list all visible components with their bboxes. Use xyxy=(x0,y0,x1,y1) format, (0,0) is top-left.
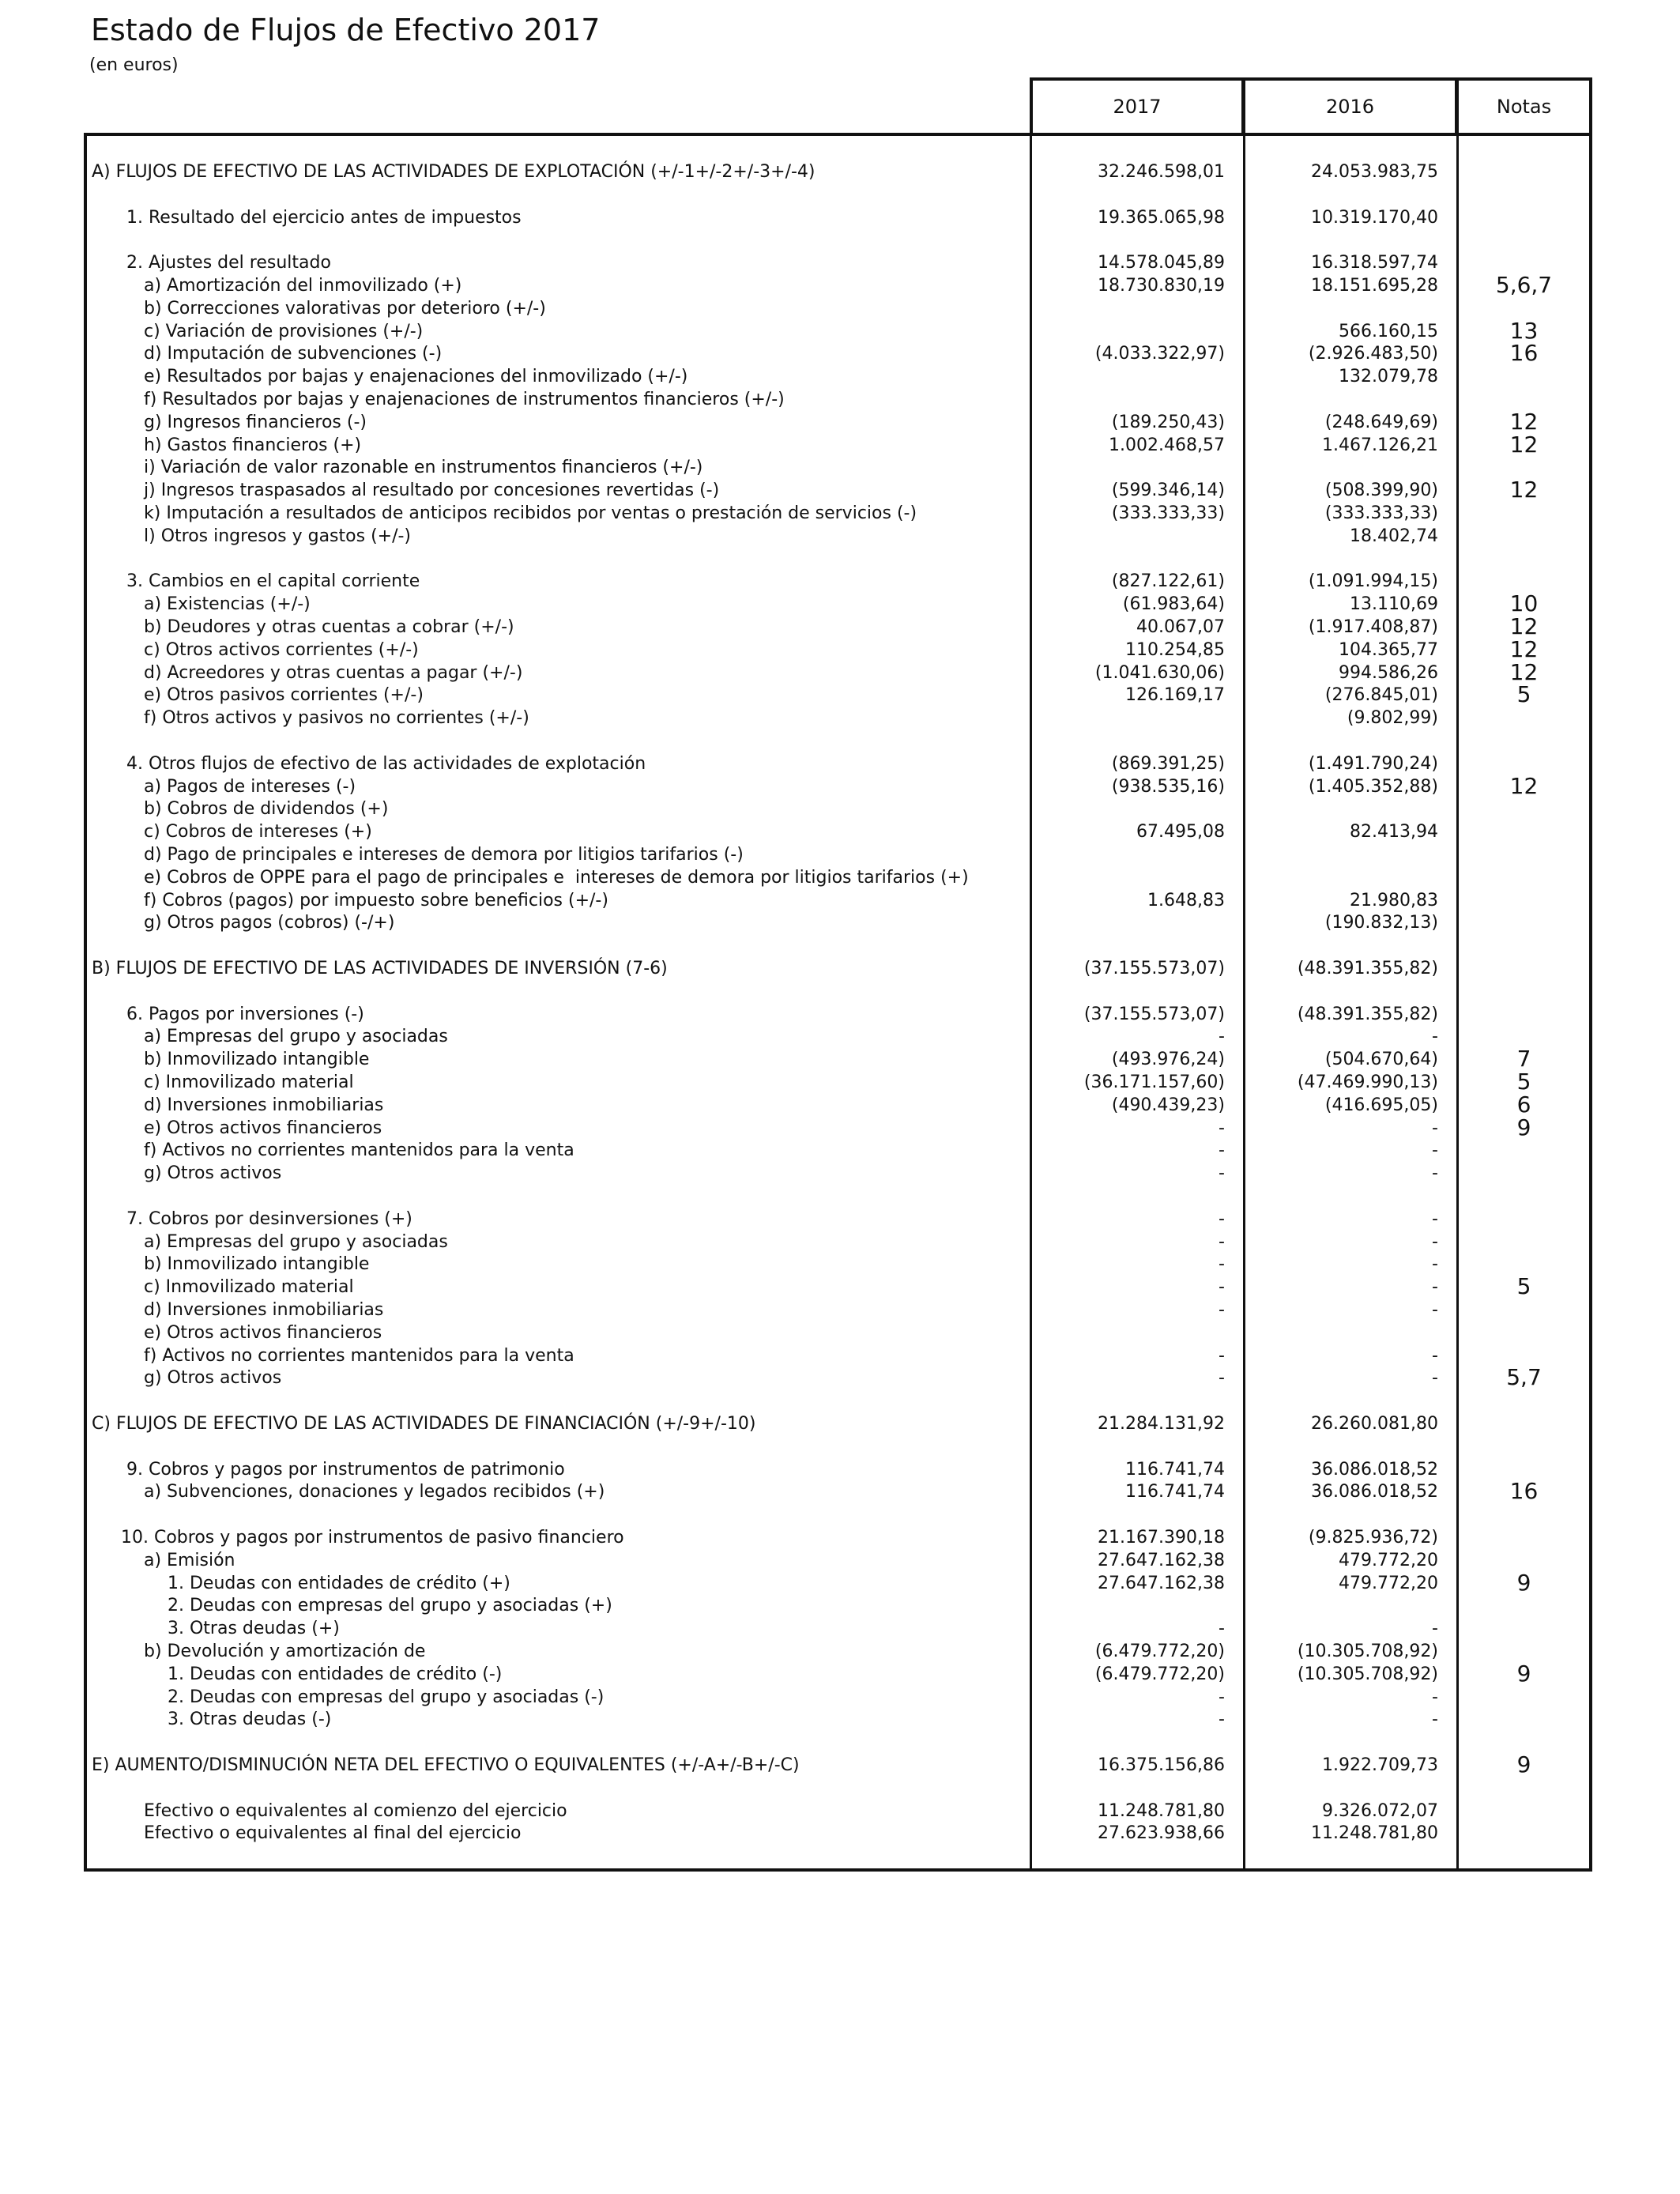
table-row xyxy=(0,1595,1680,1618)
table-row xyxy=(0,1390,1680,1413)
note-reference: 12 xyxy=(1509,408,1539,435)
value-2017: - xyxy=(1219,1300,1225,1320)
table-row xyxy=(0,1345,1680,1368)
value-2017: (6.479.772,20) xyxy=(1094,1642,1225,1661)
value-2016: (504.670,64) xyxy=(1324,1050,1438,1070)
row-label: E) AUMENTO/DISMINUCIÓN NETA DEL EFECTIVO O EQUIVALENTES (+/-A+/-B+/-C) xyxy=(92,1755,800,1775)
note-reference: 9 xyxy=(1516,1114,1531,1140)
row-label: a) Existencias (+/-) xyxy=(144,594,311,615)
value-2017: 116.741,74 xyxy=(1125,1482,1225,1502)
table-row xyxy=(0,408,1680,435)
table-row xyxy=(0,1186,1680,1208)
row-label: l) Otros ingresos y gastos (+/-) xyxy=(144,526,412,546)
table-row xyxy=(0,707,1680,730)
table-row xyxy=(0,431,1680,458)
row-label: Efectivo o equivalentes al comienzo del ejercicio xyxy=(144,1800,567,1821)
value-2017: (938.535,16) xyxy=(1111,776,1225,797)
row-label: 3. Cambios en el capital corriente xyxy=(126,571,420,592)
value-2016: (416.695,05) xyxy=(1324,1095,1438,1115)
table-row xyxy=(0,1459,1680,1482)
table-row xyxy=(0,658,1680,685)
note-reference: 16 xyxy=(1509,340,1539,367)
row-label: B) FLUJOS DE EFECTIVO DE LAS ACTIVIDADES DE INVERSIÓN (7-6) xyxy=(92,959,668,978)
table-row xyxy=(0,1231,1680,1254)
value-2017: - xyxy=(1219,1231,1225,1252)
note-reference: 5,7 xyxy=(1506,1364,1542,1391)
row-label: 1. Deudas con entidades de crédito (+) xyxy=(168,1573,510,1593)
value-2016: - xyxy=(1432,1300,1438,1320)
table-row xyxy=(0,252,1680,275)
note-reference: 9 xyxy=(1516,1751,1531,1777)
table-row xyxy=(0,1800,1680,1823)
table-row xyxy=(0,821,1680,844)
value-2017: 1.002.468,57 xyxy=(1109,435,1225,455)
row-label: e) Resultados por bajas y enajenaciones del inmovilizado (+/-) xyxy=(144,367,688,387)
value-2017: 21.284.131,92 xyxy=(1098,1414,1225,1434)
value-2016: - xyxy=(1432,1687,1438,1707)
note-reference: 9 xyxy=(1516,1569,1531,1596)
table-row xyxy=(0,1751,1680,1777)
table-row xyxy=(0,1527,1680,1550)
row-label: 7. Cobros por desinversiones (+) xyxy=(126,1208,412,1229)
value-2016: (9.802,99) xyxy=(1347,708,1438,729)
note-reference: 12 xyxy=(1509,635,1539,662)
table-row xyxy=(0,1208,1680,1231)
row-label: c) Otros activos corrientes (+/-) xyxy=(144,639,419,660)
table-row xyxy=(0,298,1680,321)
table-row xyxy=(0,1140,1680,1163)
note-reference: 12 xyxy=(1509,658,1539,685)
note-reference: 12 xyxy=(1509,613,1539,639)
value-2017: 19.365.065,98 xyxy=(1098,207,1225,228)
value-2017: 1.648,83 xyxy=(1147,890,1225,910)
note-reference: 10 xyxy=(1509,590,1539,617)
value-2017: (869.391,25) xyxy=(1111,753,1225,774)
row-label: d) Imputación de subvenciones (-) xyxy=(144,344,443,364)
row-label: b) Devolución y amortización de xyxy=(144,1642,426,1661)
value-2016: - xyxy=(1432,1254,1438,1275)
row-label: c) Inmovilizado material xyxy=(144,1072,354,1092)
value-2017: (599.346,14) xyxy=(1111,481,1225,501)
value-2017: 27.623.938,66 xyxy=(1098,1823,1225,1844)
row-label: e) Otros activos financieros xyxy=(144,1322,382,1343)
value-2016: (48.391.355,82) xyxy=(1297,959,1438,978)
value-2017: 116.741,74 xyxy=(1125,1459,1225,1480)
value-2017: 32.246.598,01 xyxy=(1098,162,1225,182)
row-label: i) Variación de valor razonable en instrumentos financieros (+/-) xyxy=(144,458,703,478)
row-label: b) Correcciones valorativas por deterioro (+/-) xyxy=(144,298,546,319)
value-2016: (276.845,01) xyxy=(1324,685,1438,706)
table-row xyxy=(0,1660,1680,1687)
value-2016: 21.980,83 xyxy=(1350,890,1438,910)
row-label: a) Emisión xyxy=(144,1550,235,1570)
table-row xyxy=(0,1478,1680,1505)
note-reference: 5 xyxy=(1516,1069,1531,1095)
value-2016: - xyxy=(1432,1140,1438,1161)
value-2017: - xyxy=(1219,1140,1225,1161)
table-row xyxy=(0,590,1680,617)
row-label: j) Ingresos traspasados al resultado por concesiones revertidas (-) xyxy=(144,481,720,501)
value-2017: 67.495,08 xyxy=(1136,822,1225,843)
note-reference: 5 xyxy=(1516,681,1531,708)
note-reference: 6 xyxy=(1516,1091,1531,1118)
row-label: c) Variación de provisiones (+/-) xyxy=(144,321,424,341)
table-row xyxy=(0,867,1680,890)
table-row xyxy=(0,1436,1680,1459)
value-2016: (1.091.994,15) xyxy=(1308,571,1438,592)
value-2016: 9.326.072,07 xyxy=(1322,1800,1438,1821)
value-2017: (333.333,33) xyxy=(1111,503,1225,523)
value-2017: - xyxy=(1219,1027,1225,1047)
table-row xyxy=(0,1618,1680,1641)
row-label: b) Deudores y otras cuentas a cobrar (+/-) xyxy=(144,617,514,637)
table-row xyxy=(0,1069,1680,1095)
row-label: e) Otros activos financieros xyxy=(144,1118,382,1138)
value-2016: (1.491.790,24) xyxy=(1308,753,1438,774)
table-row xyxy=(0,753,1680,776)
value-2016: - xyxy=(1432,1710,1438,1730)
table-row xyxy=(0,548,1680,571)
note-reference: 5 xyxy=(1516,1273,1531,1300)
row-label: g) Ingresos financieros (-) xyxy=(144,412,367,432)
note-reference: 5,6,7 xyxy=(1495,272,1553,298)
table-row xyxy=(0,635,1680,662)
value-2017: - xyxy=(1219,1254,1225,1275)
value-2016: - xyxy=(1432,1118,1438,1138)
value-2016: 18.402,74 xyxy=(1350,526,1438,546)
table-row xyxy=(0,1114,1680,1140)
value-2016: 13.110,69 xyxy=(1350,594,1438,615)
value-2016: 16.318.597,74 xyxy=(1311,253,1438,273)
row-label: a) Empresas del grupo y asociadas xyxy=(144,1231,448,1252)
row-label: b) Inmovilizado intangible xyxy=(144,1050,370,1070)
value-2016: 82.413,94 xyxy=(1350,822,1438,843)
table-row xyxy=(0,890,1680,913)
row-label: g) Otros activos xyxy=(144,1368,282,1389)
value-2017: - xyxy=(1219,1208,1225,1229)
value-2016: - xyxy=(1432,1277,1438,1298)
value-2017: (490.439,23) xyxy=(1111,1095,1225,1115)
row-label: 2. Ajustes del resultado xyxy=(126,253,331,273)
table-row xyxy=(0,681,1680,708)
value-2016: - xyxy=(1432,1208,1438,1229)
table-row xyxy=(0,1026,1680,1049)
row-label: 2. Deudas con empresas del grupo y asociadas (+) xyxy=(168,1596,612,1616)
table-row xyxy=(0,1364,1680,1391)
value-2016: (10.305.708,92) xyxy=(1297,1664,1438,1684)
value-2017: (37.155.573,07) xyxy=(1083,959,1225,978)
table-row xyxy=(0,935,1680,958)
table-row xyxy=(0,1777,1680,1800)
row-label: f) Otros activos y pasivos no corrientes (+/-) xyxy=(144,708,529,729)
value-2017: 18.730.830,19 xyxy=(1098,276,1225,296)
value-2016: 24.053.983,75 xyxy=(1311,162,1438,182)
table-row xyxy=(0,503,1680,526)
value-2016: 1.467.126,21 xyxy=(1322,435,1438,455)
row-label: f) Cobros (pagos) por impuesto sobre beneficios (+/-) xyxy=(144,890,608,910)
table-row xyxy=(0,1709,1680,1732)
table-row xyxy=(0,1550,1680,1573)
row-label: c) Inmovilizado material xyxy=(144,1277,354,1298)
note-reference: 16 xyxy=(1509,1478,1539,1505)
value-2017: - xyxy=(1219,1345,1225,1366)
value-2017: 16.375.156,86 xyxy=(1098,1755,1225,1775)
table-row xyxy=(0,1413,1680,1436)
table-row xyxy=(0,1273,1680,1300)
table-row xyxy=(0,981,1680,1004)
table-row xyxy=(0,526,1680,548)
row-label: 1. Resultado del ejercicio antes de impuestos xyxy=(126,207,522,228)
value-2017: (1.041.630,06) xyxy=(1094,662,1225,683)
value-2016: 11.248.781,80 xyxy=(1311,1823,1438,1844)
table-row xyxy=(0,457,1680,480)
value-2016: (1.917.408,87) xyxy=(1308,617,1438,637)
table-row xyxy=(0,1046,1680,1072)
table-row xyxy=(0,1322,1680,1345)
note-reference: 7 xyxy=(1516,1046,1531,1072)
value-2016: (333.333,33) xyxy=(1324,503,1438,523)
table-row xyxy=(0,772,1680,799)
value-2017: - xyxy=(1219,1710,1225,1730)
value-2017: (493.976,24) xyxy=(1111,1050,1225,1070)
table-row xyxy=(0,389,1680,412)
table-row xyxy=(0,184,1680,207)
value-2016: (9.825.936,72) xyxy=(1308,1528,1438,1547)
value-2016: - xyxy=(1432,1368,1438,1389)
column-header-notas: Notas xyxy=(1456,77,1592,133)
value-2016: 104.365,77 xyxy=(1339,639,1438,660)
row-label: g) Otros activos xyxy=(144,1163,282,1184)
value-2016: - xyxy=(1432,1619,1438,1639)
row-label: h) Gastos financieros (+) xyxy=(144,435,362,455)
value-2016: (508.399,90) xyxy=(1324,481,1438,501)
value-2017: (61.983,64) xyxy=(1122,594,1225,615)
row-label: Efectivo o equivalentes al final del ejercicio xyxy=(144,1823,522,1844)
value-2016: (190.832,13) xyxy=(1324,913,1438,933)
table-row xyxy=(0,1687,1680,1710)
value-2016: 994.586,26 xyxy=(1339,662,1438,683)
row-label: e) Cobros de OPPE para el pago de principales e intereses de demora por litigios tarifarios (+) xyxy=(144,867,969,888)
table-row xyxy=(0,912,1680,935)
value-2016: 132.079,78 xyxy=(1339,367,1438,387)
row-label: k) Imputación a resultados de anticipos recibidos por ventas o prestación de servicios (-) xyxy=(144,503,917,523)
value-2016: 36.086.018,52 xyxy=(1311,1459,1438,1480)
value-2017: (4.033.322,97) xyxy=(1094,344,1225,364)
value-2017: (827.122,61) xyxy=(1111,571,1225,592)
value-2017: - xyxy=(1219,1118,1225,1138)
value-2016: (1.405.352,88) xyxy=(1308,776,1438,797)
value-2016: (2.926.483,50) xyxy=(1308,344,1438,364)
row-label: a) Subvenciones, donaciones y legados recibidos (+) xyxy=(144,1482,605,1502)
table-row xyxy=(0,1091,1680,1118)
row-label: d) Inversiones inmobiliarias xyxy=(144,1300,384,1320)
row-label: e) Otros pasivos corrientes (+/-) xyxy=(144,685,424,706)
value-2016: 26.260.081,80 xyxy=(1311,1414,1438,1434)
table-row xyxy=(0,1004,1680,1027)
table-row xyxy=(0,161,1680,184)
value-2016: 566.160,15 xyxy=(1339,321,1438,341)
note-reference: 12 xyxy=(1509,431,1539,458)
value-2017: 27.647.162,38 xyxy=(1098,1573,1225,1593)
row-label: a) Amortización del inmovilizado (+) xyxy=(144,276,462,296)
note-reference: 13 xyxy=(1509,317,1539,344)
row-label: 1. Deudas con entidades de crédito (-) xyxy=(168,1664,503,1684)
row-label: C) FLUJOS DE EFECTIVO DE LAS ACTIVIDADES DE FINANCIACIÓN (+/-9+/-10) xyxy=(92,1414,756,1434)
row-label: b) Inmovilizado intangible xyxy=(144,1254,370,1275)
table-row xyxy=(0,1504,1680,1527)
row-label: 6. Pagos por inversiones (-) xyxy=(126,1004,364,1024)
value-2016: - xyxy=(1432,1027,1438,1047)
table-row xyxy=(0,340,1680,367)
row-label: d) Pago de principales e intereses de demora por litigios tarifarios (-) xyxy=(144,845,744,865)
value-2016: - xyxy=(1432,1163,1438,1184)
row-label: g) Otros pagos (cobros) (-/+) xyxy=(144,913,395,933)
table-row xyxy=(0,730,1680,753)
value-2016: 18.151.695,28 xyxy=(1311,276,1438,296)
note-reference: 12 xyxy=(1509,772,1539,799)
value-2016: 10.319.170,40 xyxy=(1311,207,1438,228)
value-2016: (248.649,69) xyxy=(1324,412,1438,432)
row-label: a) Pagos de intereses (-) xyxy=(144,776,356,797)
column-header-2017: 2017 xyxy=(1030,77,1245,133)
table-row xyxy=(0,958,1680,981)
table-row xyxy=(0,272,1680,298)
value-2017: - xyxy=(1219,1619,1225,1639)
value-2016: - xyxy=(1432,1231,1438,1252)
value-2017: - xyxy=(1219,1687,1225,1707)
table-row xyxy=(0,1641,1680,1664)
table-row xyxy=(0,1253,1680,1276)
row-label: 3. Otras deudas (-) xyxy=(168,1710,332,1730)
table-row xyxy=(0,317,1680,344)
value-2017: (189.250,43) xyxy=(1111,412,1225,432)
value-2016: 1.922.709,73 xyxy=(1322,1755,1438,1775)
value-2016: (10.305.708,92) xyxy=(1297,1642,1438,1661)
value-2016: (47.469.990,13) xyxy=(1297,1072,1438,1092)
value-2017: (36.171.157,60) xyxy=(1083,1072,1225,1092)
value-2017: 21.167.390,18 xyxy=(1098,1528,1225,1547)
note-reference: 12 xyxy=(1509,477,1539,503)
table-row xyxy=(0,798,1680,821)
row-label: d) Inversiones inmobiliarias xyxy=(144,1095,384,1115)
value-2017: 27.647.162,38 xyxy=(1098,1550,1225,1570)
row-label: 4. Otros flujos de efectivo de las actividades de explotación xyxy=(126,753,646,774)
table-row xyxy=(0,571,1680,594)
table-row xyxy=(0,1732,1680,1755)
row-label: f) Activos no corrientes mantenidos para la venta xyxy=(144,1345,574,1366)
value-2017: 126.169,17 xyxy=(1125,685,1225,706)
value-2017: (37.155.573,07) xyxy=(1083,1004,1225,1024)
row-label: c) Cobros de intereses (+) xyxy=(144,822,372,843)
value-2016: 479.772,20 xyxy=(1339,1550,1438,1570)
value-2017: 40.067,07 xyxy=(1136,617,1225,637)
row-label: d) Acreedores y otras cuentas a pagar (+/-) xyxy=(144,662,523,683)
table-row xyxy=(0,1163,1680,1186)
row-label: 3. Otras deudas (+) xyxy=(168,1619,340,1639)
row-label: 9. Cobros y pagos por instrumentos de patrimonio xyxy=(126,1459,565,1480)
value-2017: (6.479.772,20) xyxy=(1094,1664,1225,1684)
value-2017: - xyxy=(1219,1368,1225,1389)
table-row xyxy=(0,229,1680,252)
table-row xyxy=(0,844,1680,867)
value-2017: 11.248.781,80 xyxy=(1098,1800,1225,1821)
page-title: Estado de Flujos de Efectivo 2017 xyxy=(91,13,601,47)
row-label: a) Empresas del grupo y asociadas xyxy=(144,1027,448,1047)
table-row xyxy=(0,477,1680,503)
table-row xyxy=(0,1299,1680,1322)
value-2016: - xyxy=(1432,1345,1438,1366)
table-row xyxy=(0,613,1680,639)
page-subtitle: (en euros) xyxy=(89,55,179,75)
value-2017: 14.578.045,89 xyxy=(1098,253,1225,273)
table-row xyxy=(0,1569,1680,1596)
column-header-2016: 2016 xyxy=(1242,77,1458,133)
row-label: A) FLUJOS DE EFECTIVO DE LAS ACTIVIDADES DE EXPLOTACIÓN (+/-1+/-2+/-3+/-4) xyxy=(92,162,816,182)
value-2017: - xyxy=(1219,1277,1225,1298)
value-2016: 479.772,20 xyxy=(1339,1573,1438,1593)
row-label: 2. Deudas con empresas del grupo y asociadas (-) xyxy=(168,1687,605,1707)
value-2017: - xyxy=(1219,1163,1225,1184)
table-row xyxy=(0,366,1680,389)
value-2016: (48.391.355,82) xyxy=(1297,1004,1438,1024)
row-label: f) Resultados por bajas y enajenaciones de instrumentos financieros (+/-) xyxy=(144,390,785,409)
row-label: f) Activos no corrientes mantenidos para la venta xyxy=(144,1140,574,1161)
value-2017: 110.254,85 xyxy=(1125,639,1225,660)
row-label: 10. Cobros y pagos por instrumentos de pasivo financiero xyxy=(121,1528,624,1547)
table-row xyxy=(0,207,1680,230)
note-reference: 9 xyxy=(1516,1660,1531,1687)
value-2016: 36.086.018,52 xyxy=(1311,1482,1438,1502)
table-row xyxy=(0,1823,1680,1845)
row-label: b) Cobros de dividendos (+) xyxy=(144,799,389,820)
